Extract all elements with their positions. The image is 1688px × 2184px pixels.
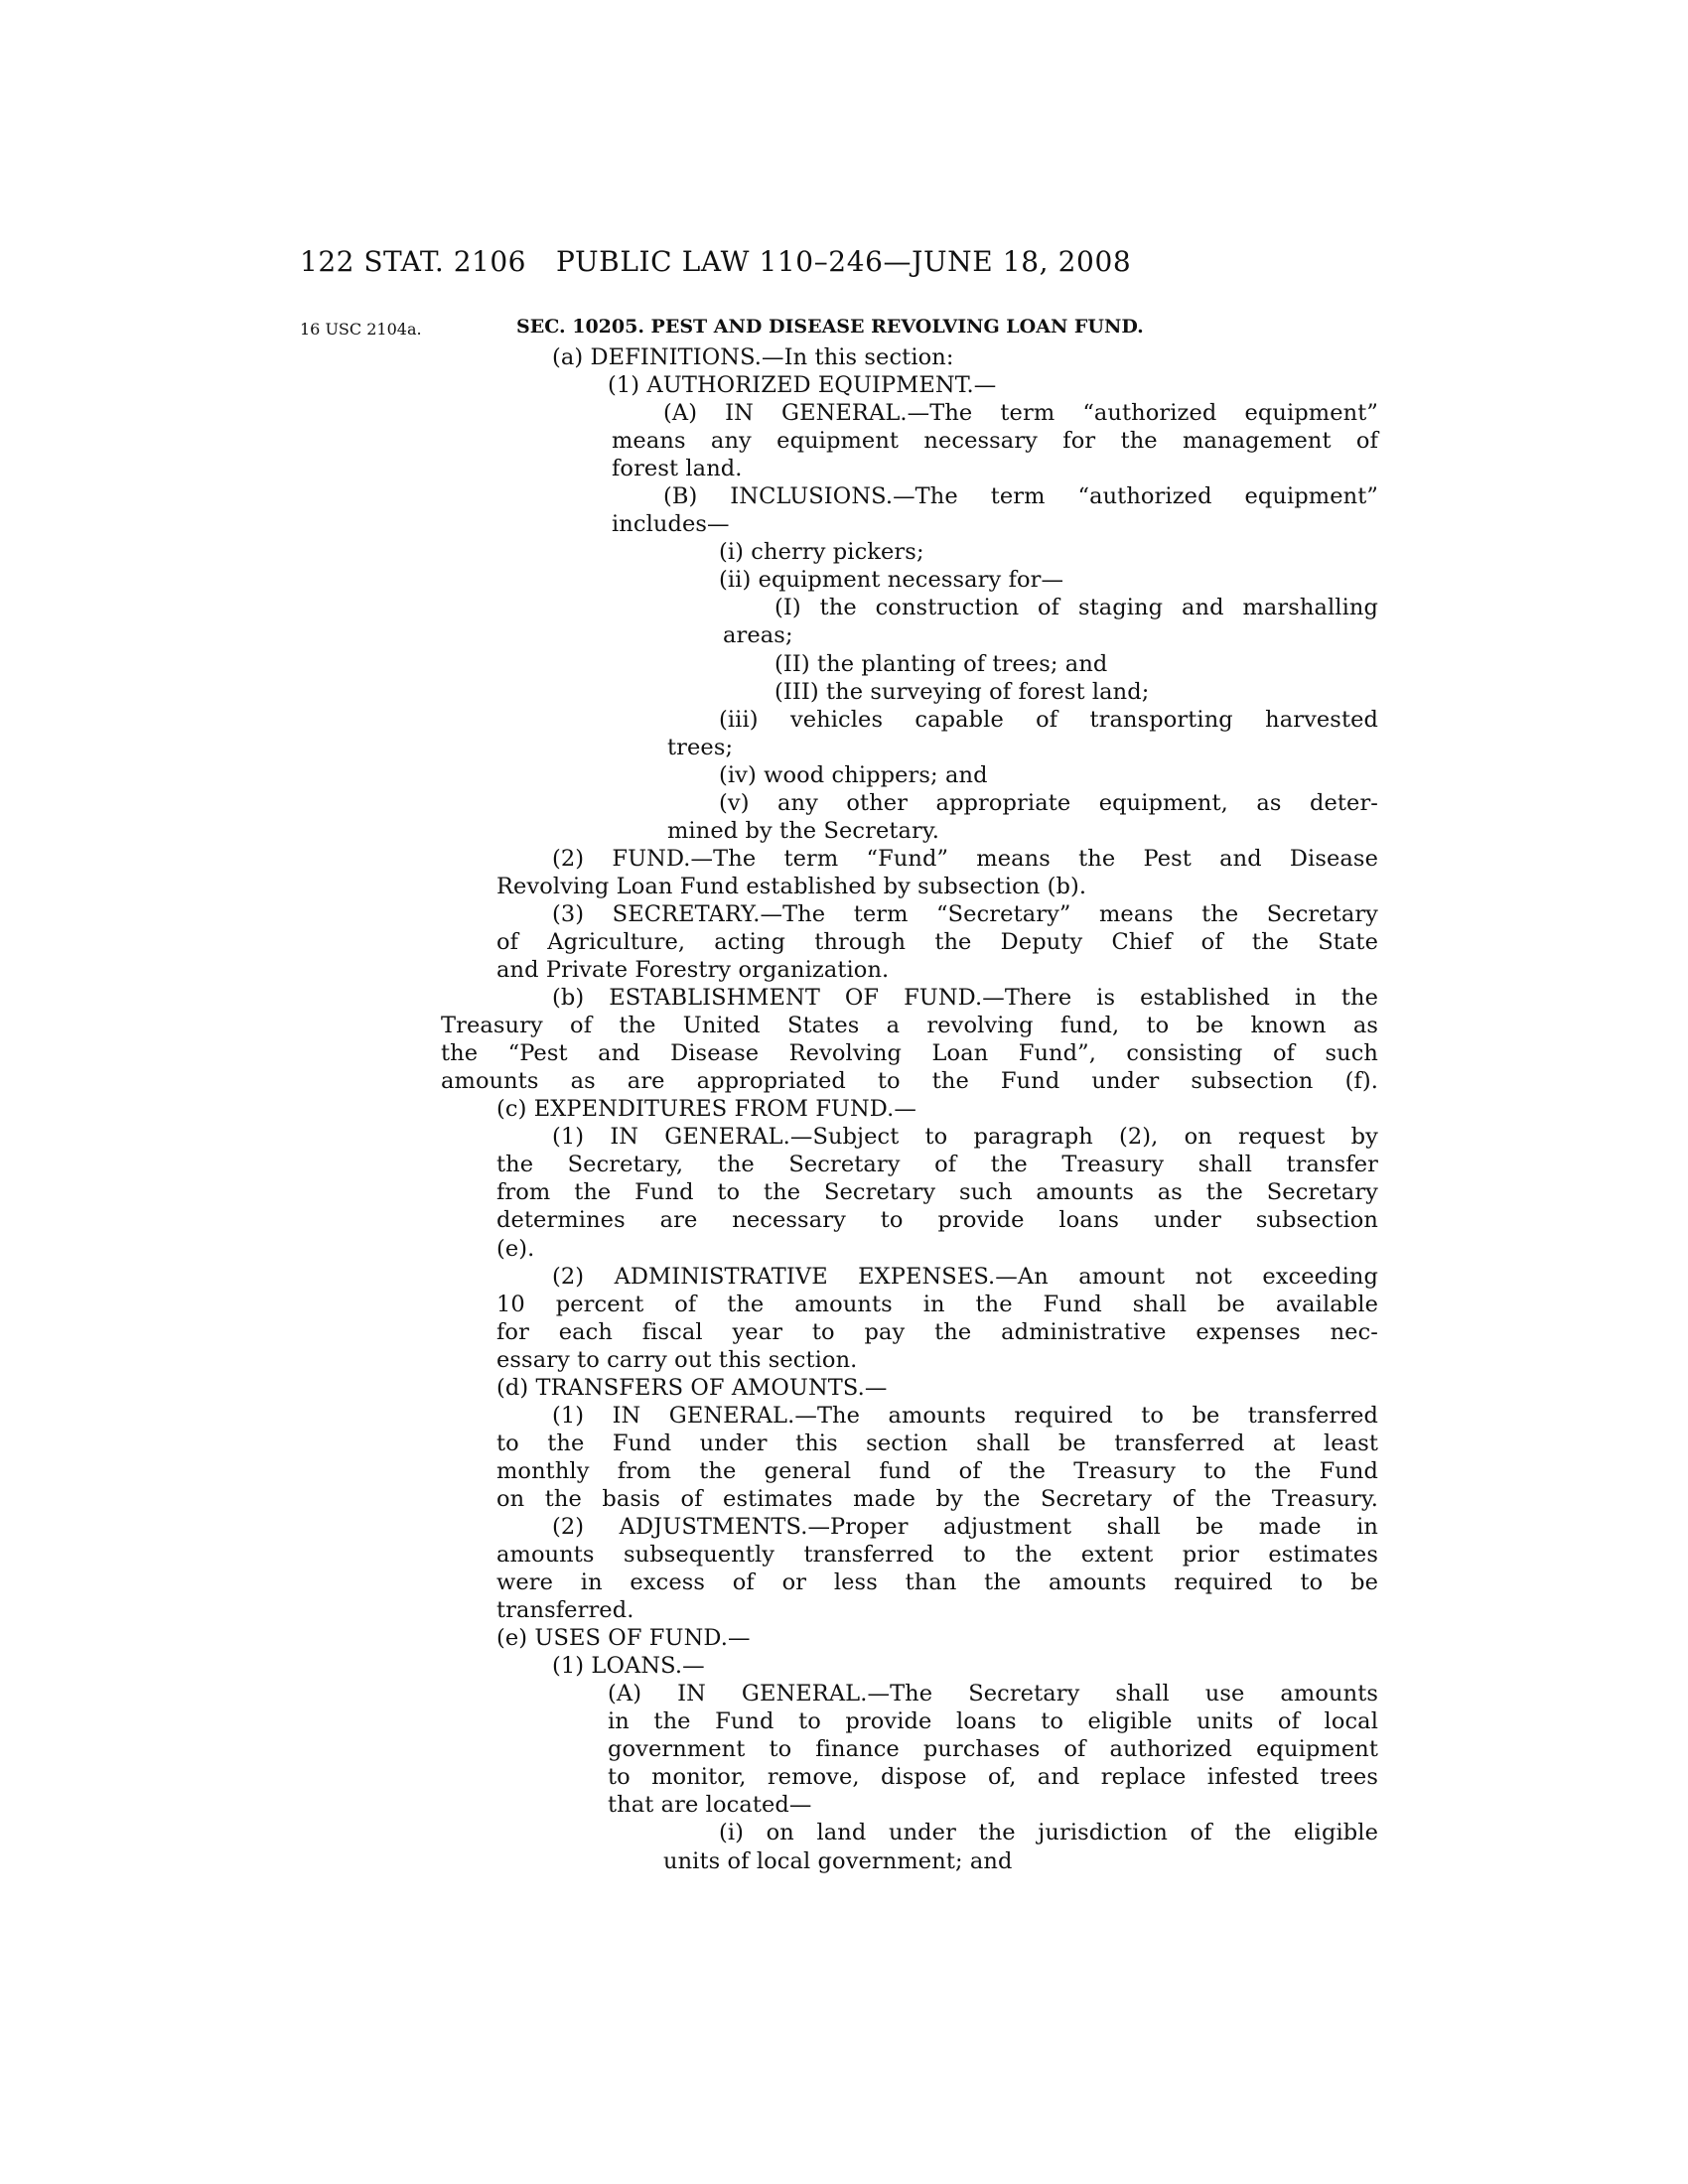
text-line: the “Pest and Disease Revolving Loan Fund”, consisting of such bbox=[441, 1040, 1378, 1067]
text-line: areas; bbox=[723, 622, 793, 649]
text-line: monthly from the general fund of the Treasury to the Fund bbox=[496, 1457, 1378, 1484]
text-line: (A) IN GENERAL.—The Secretary shall use amounts bbox=[608, 1681, 1378, 1707]
text-line: (iii) vehicles capable of transporting harvested bbox=[719, 706, 1378, 733]
text-line: (i) on land under the jurisdiction of the eligible bbox=[719, 1820, 1378, 1846]
text-line: on the basis of estimates made by the Secretary of the Treasury. bbox=[496, 1485, 1378, 1512]
text-line: (b) ESTABLISHMENT OF FUND.—There is established in the bbox=[552, 985, 1378, 1012]
text-line: were in excess of or less than the amounts required to be bbox=[496, 1570, 1378, 1596]
running-head: PUBLIC LAW 110–246—JUNE 18, 2008 bbox=[556, 245, 1132, 278]
text-line: (e). bbox=[496, 1235, 535, 1262]
text-line: (A) IN GENERAL.—The term “authorized equipment” bbox=[663, 400, 1378, 427]
text-line: (I) the construction of staging and marshalling bbox=[774, 595, 1378, 621]
text-line: (2) ADJUSTMENTS.—Proper adjustment shall be made in bbox=[552, 1513, 1378, 1540]
text-line: (1) LOANS.— bbox=[552, 1653, 705, 1680]
text-line: (iv) wood chippers; and bbox=[719, 761, 988, 788]
text-line: of Agriculture, acting through the Deputy Chief of the State bbox=[496, 928, 1378, 955]
text-line: 10 percent of the amounts in the Fund shall be available bbox=[496, 1291, 1378, 1317]
section-body bbox=[441, 343, 1378, 1875]
statute-page-reference: 122 STAT. 2106 bbox=[300, 245, 526, 278]
text-line: (1) AUTHORIZED EQUIPMENT.— bbox=[608, 372, 997, 399]
text-line: (1) IN GENERAL.—The amounts required to be transferred bbox=[552, 1402, 1378, 1429]
text-line: to monitor, remove, dispose of, and replace infested trees bbox=[608, 1764, 1378, 1791]
page-header bbox=[300, 245, 1228, 285]
text-line: amounts subsequently transferred to the extent prior estimates bbox=[496, 1542, 1378, 1569]
text-line: government to finance purchases of authorized equipment bbox=[608, 1736, 1378, 1763]
text-line: essary to carry out this section. bbox=[496, 1346, 858, 1373]
text-line: (II) the planting of trees; and bbox=[774, 650, 1108, 677]
text-line: that are located— bbox=[608, 1792, 812, 1819]
margin-citation: 16 USC 2104a. bbox=[300, 320, 422, 339]
text-line: (3) SECRETARY.—The term “Secretary” means the Secretary bbox=[552, 900, 1378, 927]
text-line: determines are necessary to provide loans under subsection bbox=[496, 1207, 1378, 1234]
text-line: (ii) equipment necessary for— bbox=[719, 567, 1064, 594]
text-line: trees; bbox=[667, 734, 734, 760]
text-line: from the Fund to the Secretary such amounts as the Secretary bbox=[496, 1179, 1378, 1206]
text-line: (a) DEFINITIONS.—In this section: bbox=[552, 344, 954, 370]
text-line: to the Fund under this section shall be transferred at least bbox=[496, 1430, 1378, 1456]
text-line: (v) any other appropriate equipment, as deter- bbox=[719, 789, 1378, 816]
text-line: Treasury of the United States a revolving fund, to be known as bbox=[441, 1013, 1378, 1039]
text-line: (III) the surveying of forest land; bbox=[774, 678, 1150, 705]
text-line: (B) INCLUSIONS.—The term “authorized equipment” bbox=[663, 483, 1378, 510]
text-line: (d) TRANSFERS OF AMOUNTS.— bbox=[496, 1374, 888, 1401]
text-line: and Private Forestry organization. bbox=[496, 957, 890, 984]
text-line: transferred. bbox=[496, 1597, 634, 1624]
text-line: means any equipment necessary for the management of bbox=[612, 428, 1378, 455]
text-line: includes— bbox=[612, 511, 730, 538]
text-line: in the Fund to provide loans to eligible units of local bbox=[608, 1708, 1378, 1735]
section-heading: SEC. 10205. PEST AND DISEASE REVOLVING LOAN FUND. bbox=[516, 316, 1144, 338]
text-line: units of local government; and bbox=[663, 1847, 1013, 1874]
text-line: (2) ADMINISTRATIVE EXPENSES.—An amount not exceeding bbox=[552, 1263, 1378, 1290]
text-line: the Secretary, the Secretary of the Treasury shall transfer bbox=[496, 1152, 1378, 1178]
text-line: amounts as are appropriated to the Fund under subsection (f). bbox=[441, 1068, 1378, 1095]
text-line: mined by the Secretary. bbox=[667, 817, 939, 844]
text-line: (2) FUND.—The term “Fund” means the Pest and Disease bbox=[552, 845, 1378, 872]
text-line: (c) EXPENDITURES FROM FUND.— bbox=[496, 1096, 916, 1123]
text-line: Revolving Loan Fund established by subsection (b). bbox=[496, 873, 1087, 899]
text-line: (i) cherry pickers; bbox=[719, 539, 924, 566]
text-line: (1) IN GENERAL.—Subject to paragraph (2), on request by bbox=[552, 1124, 1378, 1151]
text-line: (e) USES OF FUND.— bbox=[496, 1625, 751, 1652]
text-line: for each fiscal year to pay the administrative expenses nec- bbox=[496, 1318, 1378, 1345]
text-line: forest land. bbox=[612, 456, 743, 482]
